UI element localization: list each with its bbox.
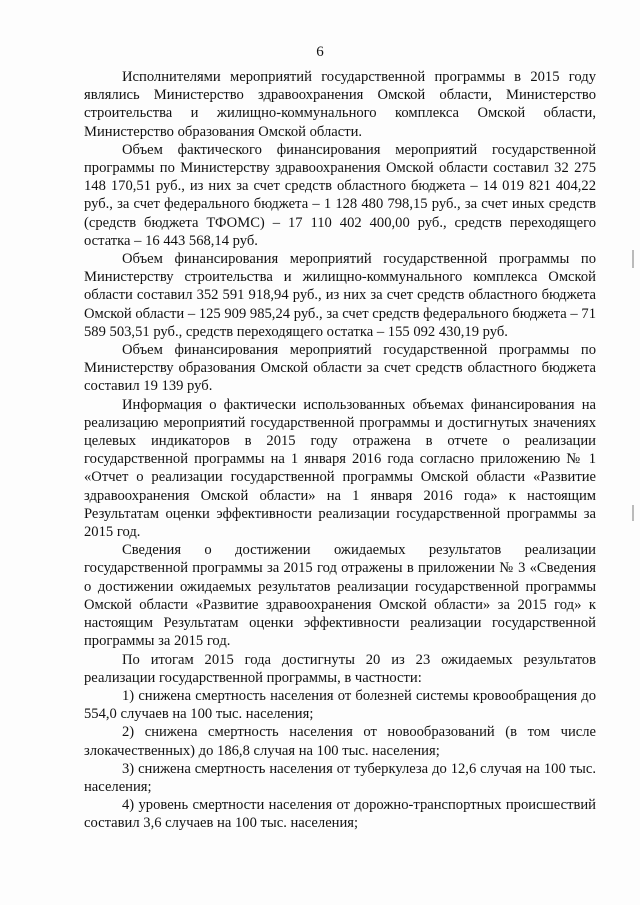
paragraph-financing-report: Информация о фактически использованных объемах финансирования на реализацию мероприятий государственной программы и достигнутых значениях целевых индикаторов в 2015 году отражена в отчете о реализации государственной программы на 1 января 2016 года согласно приложению № 1 «Отчет о реализации государственной программы Омской области «Развитие здравоохранения Омской области» на 1 января 2016 года» к настоящим Результатам оценки эффективности реализации государственной программы за 2015 год. xyxy=(84,396,596,541)
paragraph-health-ministry-financing: Объем фактического финансирования мероприятий государственной программы по Министерству здравоохранения Омской области составил 32 275 148 170,51 руб., из них за счет средств областного бюджета – 14 019 821 404,22 руб., за счет федерального бюджета – 1 128 480 798,15 руб., за счет иных средств (средств бюджета ТФОМС) – 17 110 402 400,00 руб., средств переходящего остатка – 16 443 568,14 руб. xyxy=(84,141,596,249)
document-body xyxy=(84,68,596,833)
paragraph-construction-ministry-financing: Объем финансирования мероприятий государственной программы по Министерству строительства и жилищно-коммунального комплекса Омской области составил 352 591 918,94 руб., из них за счет средств областного бюджета Омской области – 125 909 985,24 руб., за счет средств федерального бюджета – 71 589 503,51 руб., средств переходящего остатка – 155 092 430,19 руб. xyxy=(84,251,596,340)
page-number: 6 xyxy=(316,44,324,60)
scan-edge-mark xyxy=(632,505,634,521)
list-item: 1) снижена смертность населения от болезней системы кровообращения до 554,0 случаев на 100 тыс. населения; xyxy=(84,687,596,723)
paragraph-education-ministry-financing: Объем финансирования мероприятий государственной программы по Министерству образования Омской области за счет средств областного бюджета составил 19 139 руб. xyxy=(84,342,596,395)
list-item: 3) снижена смертность населения от туберкулеза до 12,6 случая на 100 тыс. населения; xyxy=(84,760,596,795)
paragraph-executors: Исполнителями мероприятий государственной программы в 2015 году являлись Министерство здравоохранения Омской области, Министерство строительства и жилищно-коммунального комплекса Омской области, Министерство образования Омской области. xyxy=(84,69,596,140)
list-item: 4) уровень смертности населения от дорожно-транспортных происшествий составил 3,6 случаев на 100 тыс. населения; xyxy=(84,797,596,832)
paragraph-expected-results: Сведения о достижении ожидаемых результатов реализации государственной программы за 2015 год отражены в приложении № 3 «Сведения о достижении ожидаемых результатов реализации государственной программы Омской области «Развитие здравоохранения Омской области» за 2015 год» к настоящим Результатам оценки эффективности реализации государственной программы за 2015 год. xyxy=(84,542,596,650)
paragraph-results-summary: По итогам 2015 года достигнуты 20 из 23 ожидаемых результатов реализации государственной программы, в частности: xyxy=(84,651,596,686)
scan-edge-mark xyxy=(632,250,634,268)
list-item: 2) снижена смертность населения от новообразований (в том числе злокачественных) до 186,8 случая на 100 тыс. населения; xyxy=(84,724,596,759)
